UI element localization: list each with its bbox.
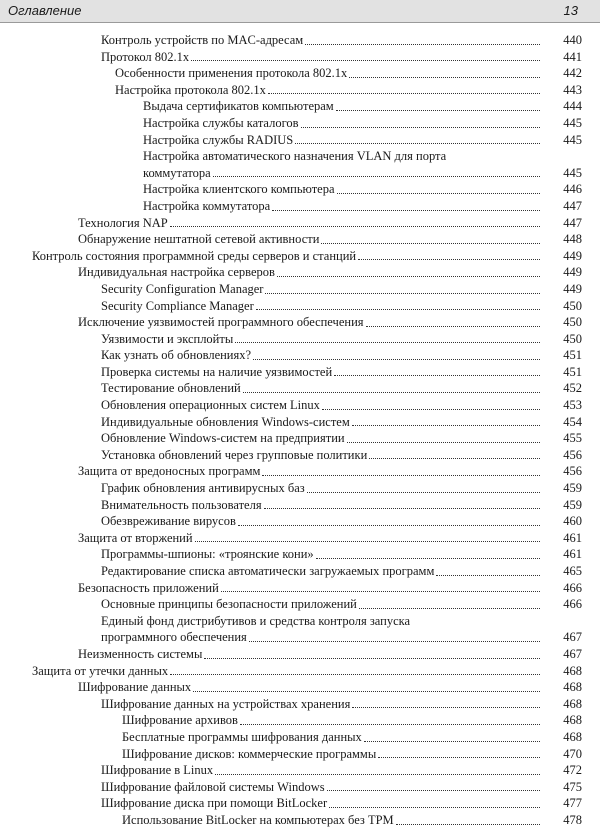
toc-entry[interactable]	[0, 679, 600, 696]
toc-entry-title: Исключение уязвимостей программного обеспечения	[78, 315, 364, 330]
toc-entry-page: 465	[563, 564, 582, 578]
dot-leader	[268, 93, 540, 94]
toc-entry[interactable]	[0, 613, 600, 646]
toc-entry-title: Обнаружение нештатной сетевой активности	[78, 232, 320, 247]
toc-entry-title: Защита от утечки данных	[32, 663, 169, 678]
toc-entry[interactable]	[0, 215, 600, 232]
dot-leader	[221, 591, 540, 592]
toc-entry[interactable]	[0, 298, 600, 315]
dot-leader	[322, 409, 540, 410]
toc-entry[interactable]	[0, 347, 600, 364]
toc-entry-page: 460	[563, 514, 582, 529]
toc-entry[interactable]	[0, 65, 600, 82]
toc-entry[interactable]	[0, 712, 600, 729]
toc-entry[interactable]	[0, 82, 600, 99]
dot-leader	[396, 824, 540, 825]
toc-entry-title: Защита от вредоносных программ	[78, 464, 261, 479]
dot-leader	[347, 442, 540, 443]
toc-entry-title: Технология NAP	[78, 215, 168, 230]
toc-entry-title: Настройка протокола 802.1x	[115, 82, 266, 97]
running-header	[0, 0, 600, 23]
toc-entry-title: Обновления операционных систем Linux	[101, 398, 320, 413]
toc-entry-page: 453	[563, 398, 582, 413]
toc-entry-page: 442	[563, 66, 582, 81]
toc-entry-title-line1: Единый фонд дистрибутивов и средства контроля запуска	[101, 613, 411, 628]
table-of-contents	[0, 32, 600, 829]
toc-entry[interactable]	[0, 580, 600, 597]
dot-leader	[436, 575, 540, 576]
toc-entry-page: 467	[563, 646, 582, 661]
dot-leader	[277, 276, 540, 277]
toc-entry-title: Программы-шпионы: «троянские кони»	[101, 547, 314, 562]
toc-entry[interactable]	[0, 49, 600, 66]
toc-entry[interactable]	[0, 463, 600, 480]
toc-entry[interactable]	[0, 231, 600, 248]
toc-entry-title: Шифрование файловой системы Windows	[101, 779, 325, 794]
toc-entry-page: 468	[563, 713, 582, 728]
toc-entry-page: 440	[563, 33, 582, 47]
dot-leader	[272, 210, 540, 211]
toc-entry-page: 466	[563, 580, 582, 595]
dot-leader	[305, 44, 540, 45]
toc-entry-title: Неизменность системы	[78, 646, 203, 661]
dot-leader	[253, 359, 540, 360]
toc-entry-title: Защита от вторжений	[78, 530, 193, 545]
toc-entry[interactable]	[0, 281, 600, 298]
dot-leader	[329, 807, 540, 808]
dot-leader	[369, 458, 540, 459]
dot-leader	[265, 293, 540, 294]
toc-entry[interactable]	[0, 596, 600, 613]
toc-entry-page: 450	[563, 315, 582, 330]
toc-entry[interactable]	[0, 497, 600, 514]
toc-entry-title: Настройка клиентского компьютера	[143, 182, 335, 197]
toc-entry-title: Редактирование списка автоматически загружаемых программ	[101, 564, 435, 578]
toc-entry-page: 467	[563, 630, 582, 645]
toc-entry-page: 456	[563, 464, 582, 479]
dot-leader	[195, 541, 540, 542]
toc-entry[interactable]	[0, 397, 600, 414]
toc-entry-title: Шифрование дисков: коммерческие программы	[122, 746, 377, 761]
toc-entry[interactable]	[0, 696, 600, 713]
toc-entry[interactable]	[0, 132, 600, 149]
toc-entry[interactable]	[0, 546, 600, 563]
toc-entry-page: 447	[563, 215, 582, 230]
header-title: Оглавление	[8, 3, 82, 18]
toc-entry-title: Шифрование в Linux	[101, 763, 214, 778]
toc-entry-title: Шифрование архивов	[122, 713, 238, 728]
header-page-number: 13	[563, 3, 578, 18]
toc-entry-title: Безопасность приложений	[78, 580, 219, 595]
dot-leader	[316, 558, 540, 559]
toc-entry[interactable]	[0, 148, 600, 181]
toc-entry-page: 445	[563, 115, 582, 130]
dot-leader	[204, 658, 540, 659]
toc-entry[interactable]	[0, 663, 600, 680]
dot-leader	[364, 741, 540, 742]
toc-entry-page: 477	[563, 796, 582, 811]
toc-entry[interactable]	[0, 746, 600, 763]
toc-entry-title: Уязвимости и эксплойты	[101, 331, 234, 346]
dot-leader	[249, 641, 540, 642]
toc-entry-title: Шифрование данных	[78, 680, 192, 695]
dot-leader	[170, 226, 540, 227]
toc-entry-page: 448	[563, 232, 582, 247]
toc-entry-title: Протокол 802.1x	[101, 49, 190, 64]
toc-entry-title: График обновления антивирусных баз	[101, 481, 305, 496]
toc-entry-title: программного обеспечения	[101, 630, 247, 645]
dot-leader	[336, 110, 540, 111]
toc-entry-page: 445	[563, 132, 582, 147]
toc-entry[interactable]	[0, 513, 600, 530]
toc-entry[interactable]	[0, 646, 600, 663]
dot-leader	[243, 392, 540, 393]
toc-entry[interactable]	[0, 480, 600, 497]
toc-entry[interactable]	[0, 181, 600, 198]
toc-entry-page: 451	[563, 364, 582, 379]
toc-entry[interactable]	[0, 32, 600, 49]
toc-entry-page: 447	[563, 198, 582, 213]
dot-leader	[307, 492, 540, 493]
toc-entry-page: 468	[563, 680, 582, 695]
toc-entry-title: Контроль состояния программной среды серверов и станций	[32, 248, 357, 263]
toc-entry[interactable]	[0, 98, 600, 115]
toc-entry-page: 445	[563, 165, 582, 180]
toc-entry-title: Настройка коммутатора	[143, 198, 271, 213]
dot-leader	[327, 790, 540, 791]
toc-entry-title: Выдача сертификатов компьютерам	[143, 99, 334, 114]
toc-entry[interactable]	[0, 530, 600, 547]
toc-entry[interactable]	[0, 779, 600, 796]
toc-entry[interactable]	[0, 198, 600, 215]
toc-entry-page: 461	[563, 547, 582, 562]
toc-entry-page: 449	[563, 281, 582, 296]
dot-leader	[378, 757, 540, 758]
toc-entry-title: Security Configuration Manager	[101, 281, 264, 296]
dot-leader	[213, 176, 540, 177]
toc-entry-page: 444	[563, 99, 582, 114]
toc-entry[interactable]	[0, 115, 600, 132]
dot-leader	[262, 475, 540, 476]
toc-entry-title: Обезвреживание вирусов	[101, 514, 236, 529]
toc-entry-page: 459	[563, 481, 582, 496]
toc-entry[interactable]	[0, 264, 600, 281]
toc-entry-title: коммутатора	[143, 165, 211, 180]
toc-entry-title: Тестирование обновлений	[101, 381, 241, 396]
dot-leader	[358, 259, 540, 260]
toc-entry[interactable]	[0, 795, 600, 812]
toc-entry-page: 454	[563, 414, 582, 429]
dot-leader	[215, 774, 540, 775]
toc-entry[interactable]	[0, 447, 600, 464]
toc-entry-title: Установка обновлений через групповые политики	[101, 447, 368, 462]
toc-entry[interactable]	[0, 729, 600, 746]
dot-leader	[264, 508, 540, 509]
dot-leader	[359, 608, 540, 609]
toc-entry[interactable]	[0, 364, 600, 381]
dot-leader	[191, 60, 540, 61]
toc-entry-title: Security Compliance Manager	[101, 298, 254, 313]
toc-entry-title: Настройка службы каталогов	[143, 115, 299, 130]
dot-leader	[240, 724, 540, 725]
toc-entry-page: 475	[563, 779, 582, 794]
toc-entry-page: 472	[563, 763, 582, 778]
toc-entry-title: Индивидуальные обновления Windows-систем	[101, 414, 350, 429]
toc-entry[interactable]	[0, 331, 600, 348]
toc-entry-page: 461	[563, 530, 582, 545]
dot-leader	[256, 309, 540, 310]
toc-entry-title: Шифрование данных на устройствах хранения	[101, 696, 351, 711]
dot-leader	[235, 342, 540, 343]
dot-leader	[301, 127, 540, 128]
toc-entry[interactable]	[0, 380, 600, 397]
toc-entry-page: 441	[563, 49, 582, 64]
toc-entry[interactable]	[0, 812, 600, 829]
toc-entry-page: 456	[563, 447, 582, 462]
toc-entry-page: 446	[563, 182, 582, 197]
toc-entry-title-line1: Настройка автоматического назначения VLAN для порта	[143, 149, 447, 164]
toc-entry-page: 470	[563, 746, 582, 761]
toc-entry-page: 450	[563, 331, 582, 346]
toc-entry[interactable]	[0, 430, 600, 447]
toc-entry-title: Контроль устройств по MAC-адресам	[101, 33, 304, 47]
toc-entry-page: 466	[563, 597, 582, 612]
toc-entry-page: 455	[563, 431, 582, 446]
dot-leader	[352, 425, 540, 426]
toc-entry-page: 443	[563, 82, 582, 97]
toc-entry-title: Особенности применения протокола 802.1x	[115, 66, 348, 81]
toc-entry-title: Шифрование диска при помощи BitLocker	[101, 796, 328, 811]
dot-leader	[337, 193, 541, 194]
toc-entry-title: Индивидуальная настройка серверов	[78, 265, 275, 280]
toc-entry[interactable]	[0, 563, 600, 580]
toc-entry-title: Использование BitLocker на компьютерах без TPM	[122, 812, 394, 827]
dot-leader	[295, 143, 540, 144]
toc-entry-page: 449	[563, 248, 582, 263]
dot-leader	[238, 525, 540, 526]
toc-entry-page: 451	[563, 348, 582, 363]
toc-entry-title: Настройка службы RADIUS	[143, 132, 294, 147]
toc-entry-page: 468	[563, 663, 582, 678]
toc-entry-page: 468	[563, 696, 582, 711]
toc-entry-title: Как узнать об обновлениях?	[101, 348, 252, 363]
toc-entry-page: 478	[563, 812, 582, 827]
toc-entry-page: 449	[563, 265, 582, 280]
dot-leader	[170, 674, 540, 675]
toc-entry-title: Обновление Windows-систем на предприятии	[101, 431, 345, 446]
dot-leader	[349, 77, 540, 78]
toc-entry-title: Бесплатные программы шифрования данных	[122, 729, 362, 744]
toc-entry-title: Внимательность пользователя	[101, 497, 262, 512]
toc-entry-page: 459	[563, 497, 582, 512]
toc-entry-page: 452	[563, 381, 582, 396]
dot-leader	[193, 691, 540, 692]
toc-entry[interactable]	[0, 762, 600, 779]
dot-leader	[352, 707, 540, 708]
toc-entry[interactable]	[0, 314, 600, 331]
toc-entry-title: Проверка системы на наличие уязвимостей	[101, 364, 333, 379]
toc-entry-page: 468	[563, 729, 582, 744]
toc-entry-page: 450	[563, 298, 582, 313]
dot-leader	[321, 243, 540, 244]
dot-leader	[334, 375, 540, 376]
toc-entry[interactable]	[0, 248, 600, 265]
toc-entry[interactable]	[0, 414, 600, 431]
toc-entry-title: Основные принципы безопасности приложений	[101, 597, 357, 612]
dot-leader	[366, 326, 540, 327]
